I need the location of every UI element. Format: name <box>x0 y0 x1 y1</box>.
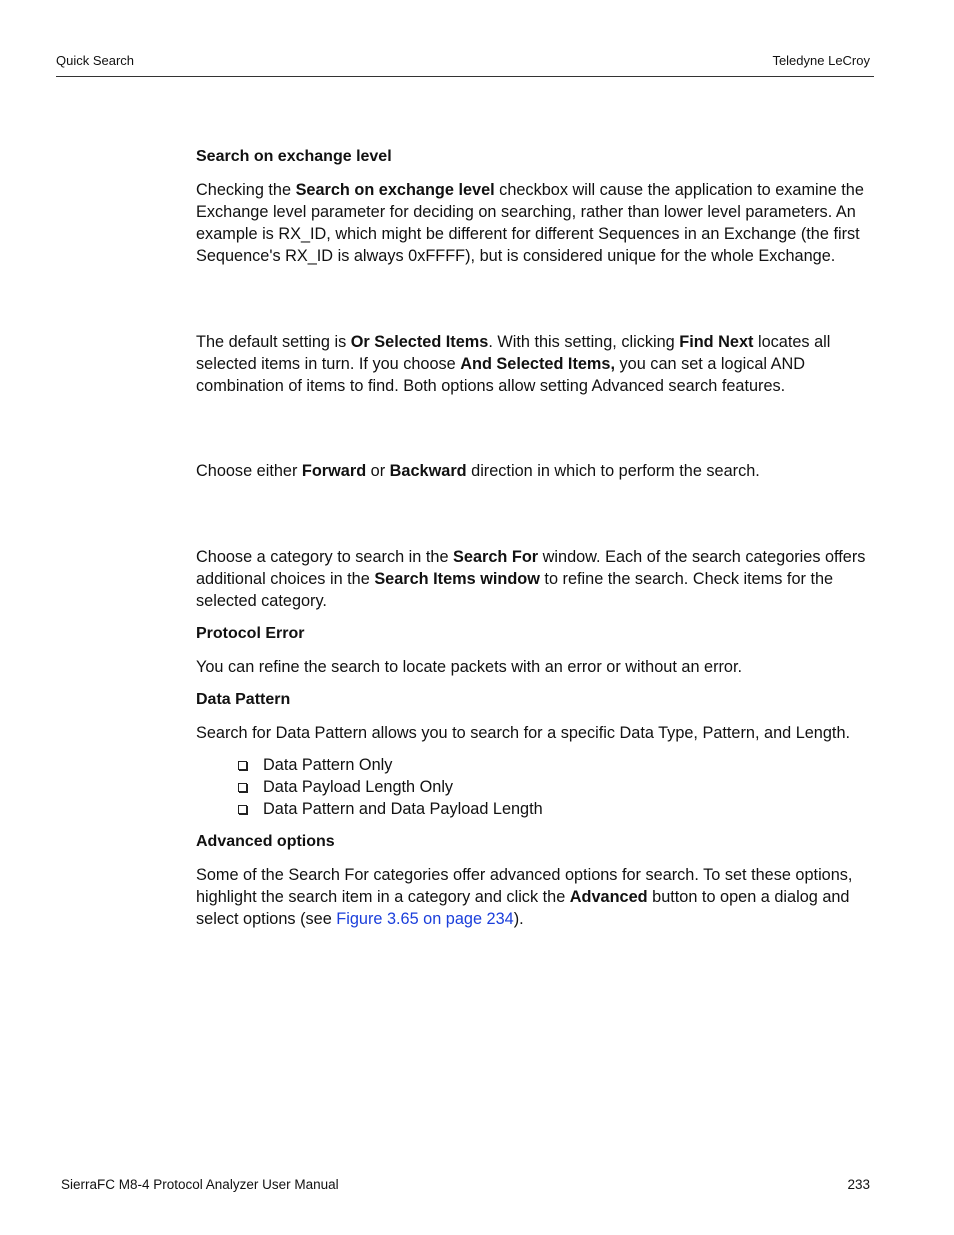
paragraph-exchange-level <box>196 179 876 267</box>
heading-search-on-exchange-level: Search on exchange level <box>196 148 392 165</box>
checkbox-bullet-icon <box>238 805 247 814</box>
text-span: The default setting is <box>196 333 351 351</box>
text-span: direction in which to perform the search. <box>466 462 760 480</box>
text-span: locates all selected items in turn. If you choose <box>196 333 831 373</box>
data-pattern-list <box>196 754 876 820</box>
text-span: ). <box>513 910 524 928</box>
bold-term: Search on exchange level <box>295 181 495 199</box>
heading-protocol-error: Protocol Error <box>196 625 305 642</box>
figure-link[interactable]: Figure 3.65 on page 234 <box>336 910 514 928</box>
bold-term: Find Next <box>679 333 754 351</box>
bold-term: Forward <box>301 462 367 480</box>
page-content <box>196 146 876 930</box>
text-span: checkbox will cause the application to examine the Exchange level parameter for deciding on searching, rather than lower level parameters. An example is RX_ID, which might be different for different Sequences in an Exchange (the first Sequence's RX_ID is always 0xFFFF), but is considered unique for the whole Exchange. <box>196 181 864 265</box>
page-number: 233 <box>847 1177 870 1192</box>
text-span: window. Each of the search categories offers additional choices in the <box>196 548 866 588</box>
bold-term: And Selected Items, <box>460 355 615 373</box>
text-span: Choose a category to search in the <box>196 548 454 566</box>
heading-advanced-options: Advanced options <box>196 833 335 850</box>
text-span: Some of the Search For categories offer advanced options for search. To set these options, highlight the search item in a category and click the <box>196 866 853 906</box>
paragraph-category <box>196 546 876 612</box>
bold-term: Advanced <box>569 888 648 906</box>
list-item <box>238 776 876 798</box>
footer-manual-title: SierraFC M8-4 Protocol Analyzer User Manual <box>61 1177 339 1192</box>
list-item-label: Data Pattern Only <box>263 756 393 774</box>
checkbox-bullet-icon <box>238 783 247 792</box>
paragraph-protocol-error: You can refine the search to locate packets with an error or without an error. <box>196 658 743 676</box>
header-company: Teledyne LeCroy <box>772 53 870 68</box>
list-item <box>238 754 876 776</box>
header-section-title: Quick Search <box>56 53 135 68</box>
bold-term: Or Selected Items <box>350 333 489 351</box>
text-span: button to open a dialog and select options (see <box>196 888 850 928</box>
text-span: Checking the <box>196 181 296 199</box>
bold-term: Search For <box>453 548 539 566</box>
bold-term: Backward <box>389 462 467 480</box>
list-item-label: Data Pattern and Data Payload Length <box>263 800 543 818</box>
list-item <box>238 798 876 820</box>
text-span: . With this setting, clicking <box>488 333 680 351</box>
text-span: you can set a logical AND combination of items to find. Both options allow setting Advanced search features. <box>196 355 806 395</box>
text-span: to refine the search. Check items for the selected category. <box>196 570 834 610</box>
bold-term: Search Items window <box>374 570 540 588</box>
list-item-label: Data Payload Length Only <box>263 778 454 796</box>
paragraph-default-setting <box>196 331 876 397</box>
paragraph-advanced-options <box>196 864 876 930</box>
text-span: or <box>366 462 390 480</box>
text-span: Choose either <box>196 462 302 480</box>
checkbox-bullet-icon <box>238 761 247 770</box>
page-header <box>56 52 874 77</box>
heading-data-pattern: Data Pattern <box>196 691 291 708</box>
paragraph-direction <box>196 460 876 482</box>
paragraph-data-pattern: Search for Data Pattern allows you to search for a specific Data Type, Pattern, and Length. <box>196 724 851 742</box>
